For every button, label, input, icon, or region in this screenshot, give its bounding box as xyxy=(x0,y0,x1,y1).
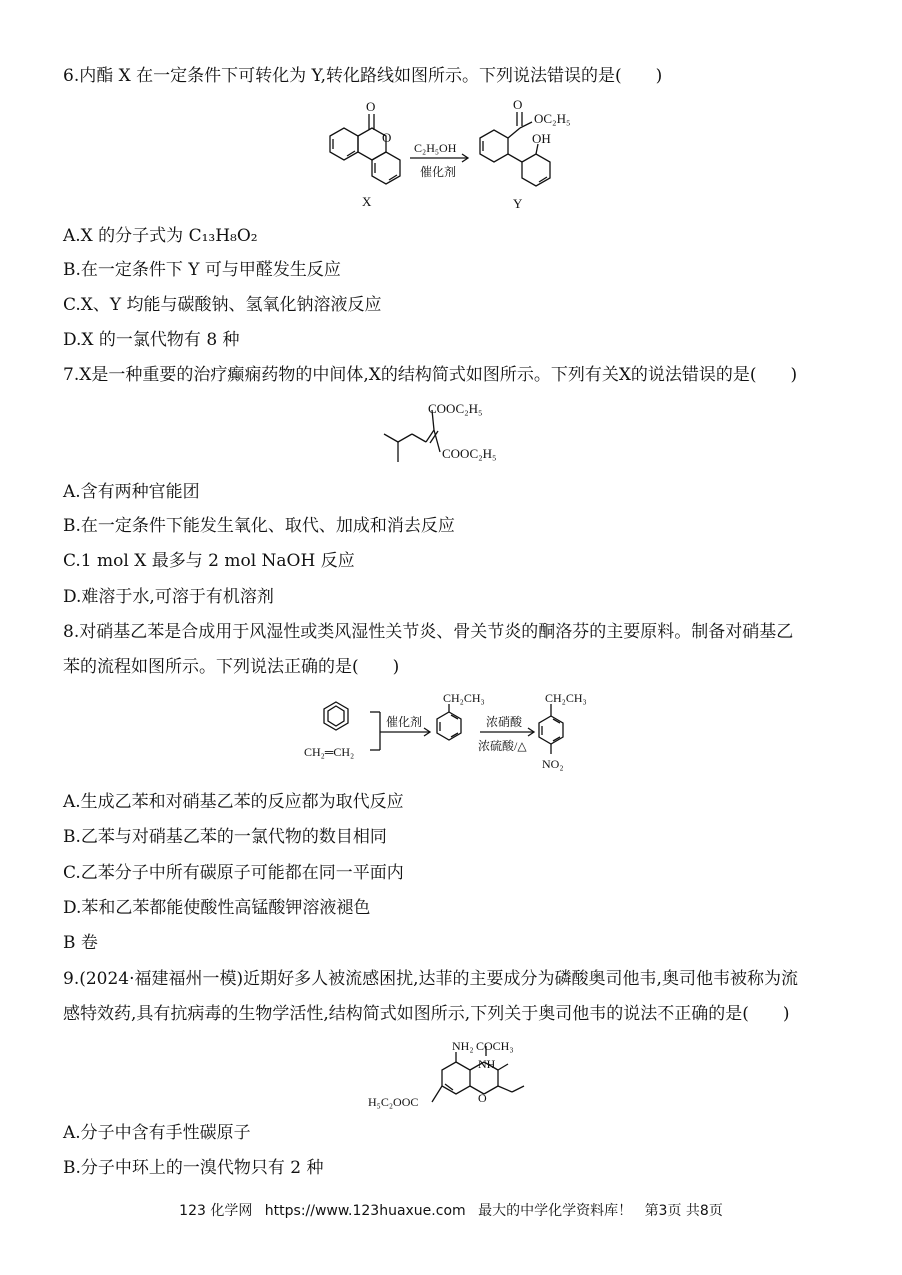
q6-reaction-diagram xyxy=(310,96,610,214)
q7-stem: 7.X是一种重要的治疗癫痫药物的中间体,X的结构简式如图所示。下列有关X的说法错误的是( ) xyxy=(63,365,798,385)
y-carbonyl-o: O xyxy=(513,97,523,112)
q7-option-a: A.含有两种官能团 xyxy=(63,482,200,502)
page-footer xyxy=(0,1200,902,1220)
q9-ring-o: O xyxy=(478,1091,487,1105)
y-ester-group: OC₂H₅ xyxy=(534,111,571,126)
q9-option-b: B.分子中环上的一溴代物只有 2 种 xyxy=(63,1158,324,1178)
q6-option-d: D.X 的一氯代物有 8 种 xyxy=(63,330,240,350)
q8-stem-line1: 8.对硝基乙苯是合成用于风湿性或类风湿性关节炎、骨关节炎的酮洛芬的主要原料。制备对硝基乙 xyxy=(63,622,794,642)
q8-ethyl-2: CH₂CH₃ xyxy=(545,691,587,705)
q8-nitro: NO₂ xyxy=(542,757,564,771)
q6-label-x: X xyxy=(362,194,372,209)
q7-group-bottom: COOC₂H₅ xyxy=(442,446,497,461)
q8-reaction-diagram xyxy=(300,688,610,782)
q8-option-b: B.乙苯与对硝基乙苯的一氯代物的数目相同 xyxy=(63,827,387,847)
q6-option-c: C.X、Y 均能与碳酸钠、氢氧化钠溶液反应 xyxy=(63,295,382,315)
q8-acid-top: 浓硝酸 xyxy=(486,715,523,729)
q6-reagent-top: C₂H₅OH xyxy=(414,141,457,155)
q8-acid-bottom: 浓硫酸/△ xyxy=(478,739,527,753)
q9-structure-diagram xyxy=(366,1034,566,1116)
q8-ethyl-1: CH₂CH₃ xyxy=(443,691,485,705)
q8-option-c: C.乙苯分子中所有碳原子可能都在同一平面内 xyxy=(63,863,404,883)
y-oh-group: OH xyxy=(532,131,551,146)
q8-ethene: CH₂═CH₂ xyxy=(304,745,355,759)
q8-catalyst: 催化剂 xyxy=(386,715,423,729)
q8-option-d: D.苯和乙苯都能使酸性高锰酸钾溶液褪色 xyxy=(63,898,371,918)
q6-label-y: Y xyxy=(513,196,523,211)
q8-option-a: A.生成乙苯和对硝基乙苯的反应都为取代反应 xyxy=(63,792,404,812)
q7-group-top: COOC₂H₅ xyxy=(428,401,483,416)
q9-option-a: A.分子中含有手性碳原子 xyxy=(63,1123,251,1143)
q7-option-c: C.1 mol X 最多与 2 mol NaOH 反应 xyxy=(63,551,355,571)
x-carbonyl-o: O xyxy=(366,99,376,114)
x-ring-o: O xyxy=(382,130,392,145)
q6-stem: 6.内酯 X 在一定条件下可转化为 Y,转化路线如图所示。下列说法错误的是( ) xyxy=(63,66,663,86)
q9-nh: NH xyxy=(478,1057,496,1071)
q6-option-b: B.在一定条件下 Y 可与甲醛发生反应 xyxy=(63,260,341,280)
q9-stem-line2: 感特效药,具有抗病毒的生物学活性,结构简式如图所示,下列关于奥司他韦的说法不正确的是( ) xyxy=(63,1004,790,1024)
footer-site: 123 化学网 xyxy=(179,1203,253,1219)
q9-ester: H₅C₂OOC xyxy=(368,1095,419,1109)
q9-nh2: NH₂ xyxy=(452,1039,474,1053)
q6-reagent-bottom: 催化剂 xyxy=(420,165,457,179)
footer-page: 第3页 共8页 xyxy=(644,1203,723,1219)
q7-structure-diagram xyxy=(380,396,540,468)
section-b-heading: B 卷 xyxy=(63,933,98,953)
q7-option-b: B.在一定条件下能发生氧化、取代、加成和消去反应 xyxy=(63,516,455,536)
q9-coch3: COCH₃ xyxy=(476,1039,514,1053)
q8-stem-line2: 苯的流程如图所示。下列说法正确的是( ) xyxy=(63,657,400,677)
footer-url[interactable]: https://www.123huaxue.com xyxy=(264,1203,466,1219)
q9-stem-line1: 9.(2024·福建福州一模)近期好多人被流感困扰,达菲的主要成分为磷酸奥司他韦,奥司他韦被称为流 xyxy=(63,969,798,989)
footer-slogan: 最大的中学化学资料库！ xyxy=(478,1203,633,1219)
q6-option-a: A.X 的分子式为 C₁₃H₈O₂ xyxy=(63,226,258,246)
q7-option-d: D.难溶于水,可溶于有机溶剂 xyxy=(63,587,274,607)
